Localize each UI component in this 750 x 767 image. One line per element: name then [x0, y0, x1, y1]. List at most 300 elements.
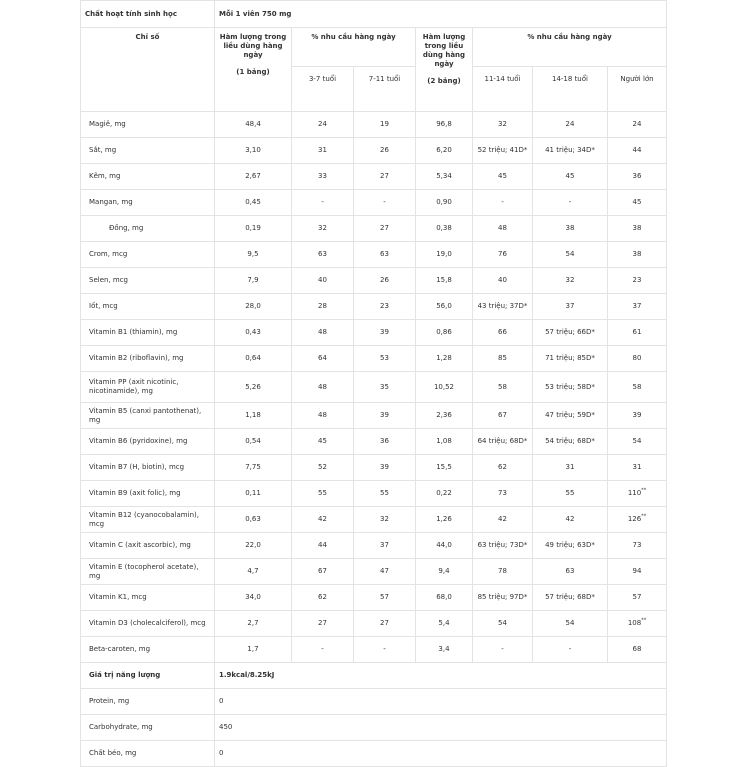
dose1-value-text: 0,19	[245, 224, 261, 232]
pct-adult-text: 110	[627, 489, 642, 497]
dose1-value-text: 5,26	[245, 382, 261, 391]
nutrient-name: Vitamin C (axit ascorbic), mg	[81, 533, 215, 559]
pct-11-14	[473, 403, 533, 429]
macro-row	[81, 689, 667, 715]
table-row	[81, 481, 667, 507]
pct-7-11-text: 23	[380, 302, 389, 310]
adult-header: Người lớn	[608, 67, 667, 112]
pct-11-14-text: 67	[498, 411, 507, 419]
pct-3-7-text: 28	[318, 302, 327, 310]
pct-7-11-text: 27	[380, 619, 389, 627]
dose1-value	[215, 611, 292, 637]
header-row-1	[81, 28, 667, 67]
dose1-value	[215, 533, 292, 559]
pct-14-18	[533, 585, 608, 611]
pct-adult	[608, 403, 667, 429]
dose2-value	[416, 268, 473, 294]
pct-7-11-text: 27	[380, 224, 389, 232]
pct-14-18-text: 54	[565, 619, 575, 627]
pct-3-7	[292, 294, 354, 320]
pct-11-14-text: 64 triệu; 68D*	[477, 437, 528, 445]
pct-adult	[608, 481, 667, 507]
pct-3-7	[292, 138, 354, 164]
pct-11-14-text: 43 triệu; 37D*	[477, 302, 528, 310]
pct-14-18-text: 57 triệu; 66D*	[545, 328, 595, 336]
pct-adult	[608, 112, 667, 138]
pct-7-11-text: 37	[380, 541, 389, 549]
footnote-mark: **	[641, 513, 647, 520]
table-row	[81, 138, 667, 164]
dose1-value-text: 1,7	[247, 645, 259, 653]
pct-3-7	[292, 346, 354, 372]
macro-row	[81, 715, 667, 741]
pct-7-11-text: 47	[380, 567, 389, 575]
dose2-value-text: 5,4	[438, 619, 450, 627]
pct-14-18	[533, 429, 608, 455]
pct-adult-text: 80	[632, 354, 642, 362]
pct-14-18-text: 24	[565, 120, 575, 128]
dose2-value-text: 0,38	[436, 224, 452, 232]
pct-7-11-text: 32	[380, 515, 389, 523]
pct-11-14-text: 85 triệu; 97D*	[477, 593, 528, 601]
pct-adult-text: 44	[632, 146, 642, 154]
pct-11-14-text: 58	[498, 382, 507, 391]
dose1-value-text: 0,54	[245, 437, 261, 445]
nutrient-name: Vitamin D3 (cholecalciferol), mcg	[81, 611, 215, 637]
pct-14-18-text: 41 triệu; 34D*	[545, 146, 595, 154]
pct-7-11	[354, 507, 416, 533]
pct-7-11-text: 39	[380, 463, 389, 471]
pct-11-14-text: 45	[498, 172, 507, 180]
dose2-value-text: 0,90	[436, 198, 452, 206]
pct-7-11-text: 27	[380, 172, 389, 180]
pct-3-7	[292, 455, 354, 481]
pct-11-14	[473, 268, 533, 294]
pct-3-7	[292, 533, 354, 559]
dose1-value	[215, 216, 292, 242]
content-daily-label-b: Hàm lượng trong liều dùng hàng ngày	[422, 33, 466, 68]
dose2-value	[416, 190, 473, 216]
pct-3-7	[292, 611, 354, 637]
pct-3-7-text: 62	[318, 593, 327, 601]
pct-3-7-text: 63	[318, 250, 327, 258]
dose1-value	[215, 429, 292, 455]
nutrient-name: Crom, mcg	[81, 242, 215, 268]
pct-11-14-text: 63 triệu; 73D*	[477, 541, 528, 549]
pct-11-14	[473, 294, 533, 320]
pct-3-7-text: 64	[318, 354, 327, 362]
dose1-value-text: 48,4	[245, 120, 261, 128]
table-row	[81, 559, 667, 585]
pct-14-18-text: 57 triệu; 68D*	[545, 593, 595, 601]
pct-adult	[608, 585, 667, 611]
pct-3-7-text: 45	[318, 437, 327, 445]
dose1-value	[215, 507, 292, 533]
dose1-value	[215, 481, 292, 507]
pct-14-18	[533, 294, 608, 320]
table-row	[81, 242, 667, 268]
pct-7-11-text: 55	[380, 489, 389, 497]
pct-3-7	[292, 164, 354, 190]
pct-7-11	[354, 429, 416, 455]
pct-14-18	[533, 559, 608, 585]
pct-adult	[608, 429, 667, 455]
pct-3-7-text: -	[321, 198, 324, 206]
pct-adult-text: 38	[632, 250, 642, 258]
dose2-value-text: 1,26	[436, 515, 452, 523]
dose2-value-text: 56,0	[436, 302, 452, 310]
pct-7-11	[354, 216, 416, 242]
pct-14-18	[533, 455, 608, 481]
dose1-value	[215, 455, 292, 481]
pct-adult	[608, 190, 667, 216]
pct-11-14	[473, 481, 533, 507]
pct-7-11	[354, 138, 416, 164]
pct-11-14-text: 85	[498, 354, 507, 362]
nutrient-name: Kẽm, mg	[81, 164, 215, 190]
pct-7-11-text: 26	[380, 276, 389, 284]
pct-11-14	[473, 112, 533, 138]
macro-name: Chất béo, mg	[81, 741, 215, 767]
pct-14-18	[533, 164, 608, 190]
pct-adult-text: 57	[632, 593, 642, 601]
age-11-14-header: 11-14 tuổi	[473, 67, 533, 112]
pct-14-18-text: 55	[565, 489, 575, 497]
pct-7-11	[354, 611, 416, 637]
nutrient-name: Magiê, mg	[81, 112, 215, 138]
dose2-value-text: 15,5	[436, 463, 452, 471]
pct-3-7	[292, 372, 354, 403]
nutrient-name: Vitamin B6 (pyridoxine), mg	[81, 429, 215, 455]
dose2-value-text: 6,20	[436, 146, 452, 154]
pct-3-7-text: 31	[318, 146, 327, 154]
dose2-value	[416, 481, 473, 507]
pct-3-7	[292, 320, 354, 346]
pct-adult	[608, 216, 667, 242]
age-3-7-header: 3-7 tuổi	[292, 67, 354, 112]
footnote-mark: **	[641, 487, 647, 494]
dose2-value-text: 5,34	[436, 172, 452, 180]
pct-7-11	[354, 533, 416, 559]
pct-11-14-text: 76	[498, 250, 507, 258]
pct-11-14-text: -	[501, 198, 504, 206]
pct-7-11	[354, 481, 416, 507]
dose2-value-text: 1,08	[436, 437, 452, 445]
pct-14-18-text: 63	[565, 567, 575, 575]
title-row	[81, 1, 667, 28]
pct-adult	[608, 533, 667, 559]
pct-14-18-text: 49 triệu; 63D*	[545, 541, 595, 549]
pct-3-7-text: 52	[318, 463, 327, 471]
dose2-value	[416, 507, 473, 533]
pct-11-14-text: 52 triệu; 41D*	[477, 146, 528, 154]
dose2-value-text: 1,28	[436, 354, 452, 362]
pct-adult-text: 108	[627, 619, 642, 627]
nutrient-name: Vitamin B7 (H, biotin), mcg	[81, 455, 215, 481]
pct-adult	[608, 268, 667, 294]
pct-7-11	[354, 559, 416, 585]
pct-adult	[608, 507, 667, 533]
pct-7-11-text: 57	[380, 593, 389, 601]
dose2-value	[416, 346, 473, 372]
pct-3-7-text: 24	[318, 120, 327, 128]
pct-11-14-text: 48	[498, 224, 507, 232]
pct-adult	[608, 346, 667, 372]
pct-14-18-text: 32	[565, 276, 575, 284]
pct-3-7	[292, 429, 354, 455]
dose2-label: (2 bảng)	[427, 77, 461, 85]
dose1-value-text: 3,10	[245, 146, 261, 154]
dose1-value	[215, 585, 292, 611]
pct-14-18-text: 53 triệu; 58D*	[545, 382, 595, 391]
pct-14-18	[533, 268, 608, 294]
pct-11-14	[473, 637, 533, 663]
pct-adult	[608, 637, 667, 663]
table-row	[81, 164, 667, 190]
pct-11-14-text: 62	[498, 463, 507, 471]
table-row	[81, 112, 667, 138]
pct-14-18-text: 31	[565, 463, 575, 471]
dose1-value	[215, 637, 292, 663]
dose2-value	[416, 242, 473, 268]
pct-adult-text: 68	[632, 645, 642, 653]
pct-3-7-text: 33	[318, 172, 327, 180]
pct-11-14	[473, 242, 533, 268]
pct-11-14	[473, 611, 533, 637]
pct-adult	[608, 372, 667, 403]
pct-14-18-text: 42	[565, 515, 575, 523]
dose2-value	[416, 585, 473, 611]
dose2-value	[416, 533, 473, 559]
nutrient-name: Vitamin E (tocopherol acetate), mg	[81, 559, 215, 585]
pct-11-14-text: 78	[498, 567, 507, 575]
dose2-value-text: 19,0	[436, 250, 452, 258]
dose2-value	[416, 403, 473, 429]
pct-3-7	[292, 585, 354, 611]
pct-11-14-text: 54	[498, 619, 507, 627]
pct-7-11-text: -	[383, 645, 386, 653]
content-daily-label: Hàm lượng trong liều dùng hàng ngày	[219, 33, 287, 59]
dose1-value-text: 7,9	[247, 276, 259, 284]
pct-11-14-text: 73	[498, 489, 507, 497]
pct-11-14	[473, 216, 533, 242]
dose2-value	[416, 320, 473, 346]
table-row	[81, 268, 667, 294]
pct-7-11-text: 53	[380, 354, 389, 362]
pct-14-18-text: -	[568, 645, 572, 653]
macro-row	[81, 741, 667, 767]
nutrient-name: Beta-caroten, mg	[81, 637, 215, 663]
energy-row	[81, 663, 667, 689]
pct-11-14-text: 66	[498, 328, 507, 336]
pct-11-14-text: 32	[498, 120, 507, 128]
pct-7-11-text: 19	[380, 120, 389, 128]
pct-3-7-text: 48	[318, 328, 327, 336]
dose2-value	[416, 637, 473, 663]
dose2-value	[416, 164, 473, 190]
dose1-value-text: 2,67	[245, 172, 261, 180]
dose1-value-text: 0,11	[245, 489, 261, 497]
pct-3-7	[292, 403, 354, 429]
dose1-value-text: 9,5	[247, 250, 259, 258]
pct-adult	[608, 294, 667, 320]
pct-adult	[608, 242, 667, 268]
pct-3-7-text: 48	[318, 411, 327, 419]
pct-14-18	[533, 637, 608, 663]
pct-adult-text: 39	[632, 411, 642, 419]
dose2-value-text: 96,8	[436, 120, 452, 128]
pct-11-14	[473, 533, 533, 559]
pct-7-11-text: 35	[380, 382, 389, 391]
nutrient-name: Mangan, mg	[81, 190, 215, 216]
pct-3-7	[292, 112, 354, 138]
dose2-value-text: 68,0	[436, 593, 452, 601]
pct-14-18-text: 37	[565, 302, 575, 310]
pct-7-11-text: 39	[380, 328, 389, 336]
nutrient-name: Vitamin B12 (cyanocobalamin), mcg	[81, 507, 215, 533]
dose1-value	[215, 190, 292, 216]
pct-adult	[608, 559, 667, 585]
pct-14-18-text: 54	[565, 250, 575, 258]
dose2-value	[416, 294, 473, 320]
pct-14-18	[533, 216, 608, 242]
dose2-value-text: 9,4	[438, 567, 450, 575]
macro-value: 450	[215, 715, 667, 741]
table-row	[81, 455, 667, 481]
table-row	[81, 611, 667, 637]
pct-7-11	[354, 190, 416, 216]
active-substance-label: Chất hoạt tính sinh học	[81, 1, 215, 28]
pct-14-18	[533, 403, 608, 429]
pct-3-7	[292, 190, 354, 216]
pct-11-14	[473, 372, 533, 403]
pct-14-18	[533, 481, 608, 507]
dose2-value-text: 15,8	[436, 276, 452, 284]
table-row	[81, 507, 667, 533]
macro-value: 0	[215, 689, 667, 715]
pct-14-18-text: 47 triệu; 59D*	[545, 411, 595, 419]
pct-14-18-text: 54 triệu; 68D*	[545, 437, 595, 445]
pct-3-7-text: -	[321, 645, 324, 653]
pct-14-18	[533, 611, 608, 637]
pct-3-7-text: 42	[318, 515, 327, 523]
dose2-value	[416, 429, 473, 455]
table-row	[81, 372, 667, 403]
dose2-value-text: 2,36	[436, 411, 452, 419]
dose1-value-text: 1,18	[245, 411, 261, 419]
pct-11-14	[473, 190, 533, 216]
pct-3-7	[292, 216, 354, 242]
footnote-mark: **	[641, 617, 647, 624]
nutrient-name: Vitamin B5 (canxi pantothenat), mg	[81, 403, 215, 429]
pct-3-7-text: 67	[318, 567, 327, 575]
pct-3-7	[292, 481, 354, 507]
pct-7-11	[354, 164, 416, 190]
pct-7-11	[354, 372, 416, 403]
pct-3-7-text: 32	[318, 224, 327, 232]
pct-14-18	[533, 190, 608, 216]
pct-11-14	[473, 138, 533, 164]
dose2-value	[416, 372, 473, 403]
table-row	[81, 403, 667, 429]
energy-value: 1.9kcal/8.25kJ	[215, 663, 667, 689]
pct-7-11	[354, 585, 416, 611]
pct-adult-text: 31	[632, 463, 642, 471]
pct-7-11	[354, 268, 416, 294]
pct-7-11	[354, 346, 416, 372]
pct-adult	[608, 455, 667, 481]
table-row	[81, 320, 667, 346]
pct-3-7	[292, 637, 354, 663]
pct-11-14	[473, 346, 533, 372]
pct-adult	[608, 611, 667, 637]
pct-adult-text: 73	[632, 541, 642, 549]
pct-11-14	[473, 164, 533, 190]
pct-14-18-text: 45	[565, 172, 575, 180]
dose1-value	[215, 164, 292, 190]
pct-adult-text: 36	[632, 172, 642, 180]
pct-7-11	[354, 403, 416, 429]
dose2-value	[416, 216, 473, 242]
dose1-value	[215, 403, 292, 429]
macro-name: Protein, mg	[81, 689, 215, 715]
pct-11-14-text: 40	[498, 276, 507, 284]
pct-14-18	[533, 112, 608, 138]
dose1-value-text: 22,0	[245, 541, 261, 549]
pct-adult	[608, 164, 667, 190]
pct-7-11-text: 63	[380, 250, 389, 258]
pct-7-11	[354, 320, 416, 346]
table-row	[81, 190, 667, 216]
dose1-value-text: 4,7	[247, 567, 259, 575]
age-14-18-header: 14-18 tuổi	[533, 67, 608, 112]
dose1-value	[215, 294, 292, 320]
pct-adult	[608, 138, 667, 164]
pct-14-18-text: 38	[565, 224, 575, 232]
pct-14-18	[533, 372, 608, 403]
dose2-header	[416, 28, 473, 112]
dose2-value	[416, 138, 473, 164]
nutrient-name: Vitamin PP (axit nicotinic, nicotinamide), mg	[81, 372, 215, 403]
pct-7-11-text: 36	[380, 437, 389, 445]
pct-14-18	[533, 138, 608, 164]
pct-adult-text: 23	[632, 276, 642, 284]
per-tablet-label: Mỗi 1 viên 750 mg	[215, 1, 667, 28]
pct-adult-text: 24	[632, 120, 642, 128]
pct-11-14	[473, 559, 533, 585]
pct-3-7	[292, 507, 354, 533]
pct-14-18	[533, 242, 608, 268]
pct-7-11	[354, 455, 416, 481]
pct-11-14	[473, 585, 533, 611]
dose2-value	[416, 455, 473, 481]
pct-11-14	[473, 320, 533, 346]
nutrient-name: Vitamin B9 (axit folic), mg	[81, 481, 215, 507]
dose1-value-text: 28,0	[245, 302, 261, 310]
pct-7-11	[354, 294, 416, 320]
age-7-11-header: 7-11 tuổi	[354, 67, 416, 112]
nutrient-name: Selen, mcg	[81, 268, 215, 294]
pct-14-18	[533, 533, 608, 559]
pct-11-14	[473, 455, 533, 481]
pct-7-11	[354, 637, 416, 663]
pct-adult-text: 54	[632, 437, 642, 445]
pct-adult-text: 37	[632, 302, 642, 310]
nutrient-name: Vitamin K1, mcg	[81, 585, 215, 611]
table-row	[81, 585, 667, 611]
pct-14-18-text: 71 triệu; 85D*	[545, 354, 595, 362]
dose1-label: (1 bảng)	[236, 68, 270, 76]
